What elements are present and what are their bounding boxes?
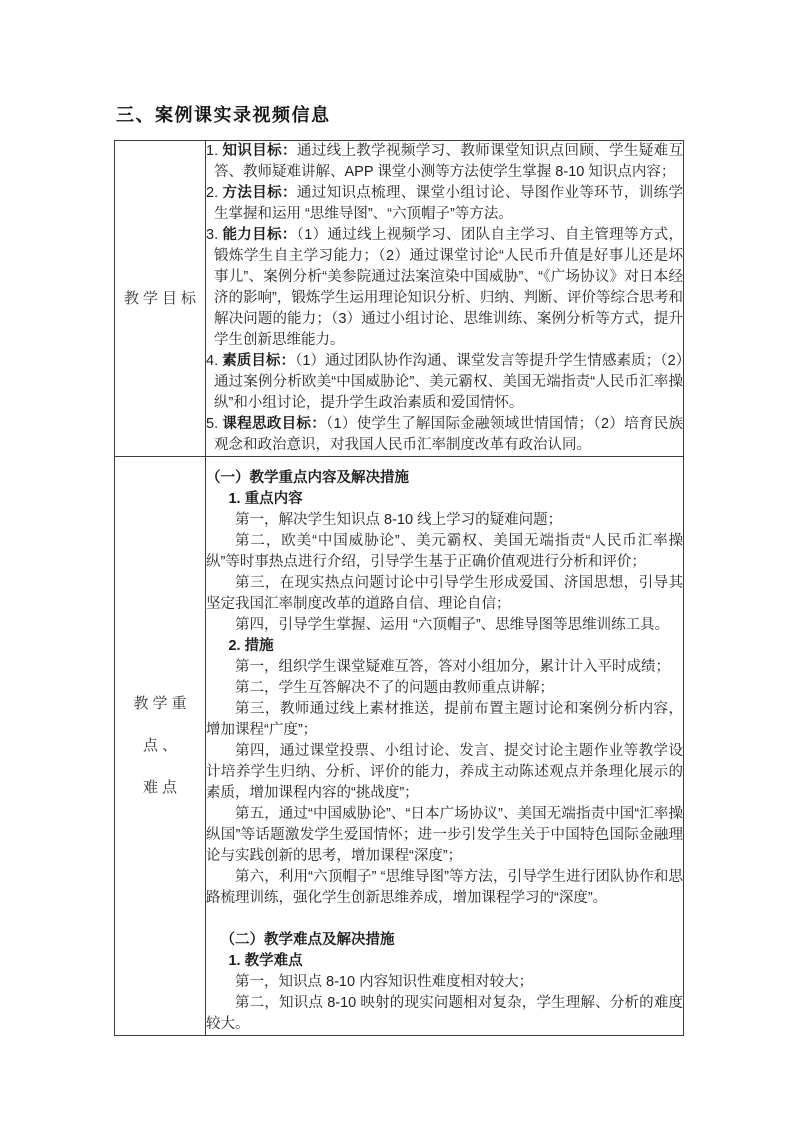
header-line: 教学重 <box>133 695 191 712</box>
item-label: 知识目标： <box>222 143 297 159</box>
paragraph: 第二，欧美“中国威胁论”、美元霸权、美国无端指责“人民币汇率操纵”等时事热点进行介绍，引导学生基于正确价值观进行分析和评价； <box>206 533 683 570</box>
section-subheading: 1. 重点内容 <box>228 491 303 507</box>
paragraph: 第四，通过课堂投票、小组讨论、发言、提交讨论主题作业等教学设计培养学生归纳、分析、评价的能力，养成主动陈述观点并条理化展示的素质，增加课程内容的“挑战度”； <box>206 743 683 801</box>
row-teaching-objectives <box>115 141 684 457</box>
item-text: 通过线上教学视频学习、教师课堂知识点回顾、学生疑难互答、教师疑难讲解、APP 课堂小测等方法使学生掌握 8-10 知识点内容； <box>214 143 684 180</box>
objective-item <box>206 351 683 414</box>
item-number: 2. <box>206 185 219 201</box>
paragraph: 第六，利用“六顶帽子” “思维导图”等方法，引导学生进行团队协作和思路梳理训练，强化学生创新思维养成，增加课程学习的“深度”。 <box>206 869 683 906</box>
objective-item <box>206 141 683 183</box>
info-table <box>114 140 684 1036</box>
header-cell-objectives <box>115 141 206 457</box>
document-title: 三、案例课实录视频信息 <box>116 105 331 125</box>
paragraph: 第四，引导学生掌握、运用 “六顶帽子”、思维导图等思维训练工具。 <box>235 617 670 633</box>
header-line: 教学目标 <box>123 290 200 307</box>
header-cell-key-points <box>115 457 206 1036</box>
item-number: 3. <box>206 227 219 243</box>
paragraph: 第一，解决学生知识点 8-10 线上学习的疑难问题； <box>235 512 563 528</box>
paragraph: 第二，知识点 8-10 映射的现实问题相对复杂，学生理解、分析的难度较大。 <box>206 995 683 1032</box>
key-points-content-cell <box>206 457 684 1036</box>
objective-item <box>206 414 683 456</box>
paragraph: 第五，通过“中国威胁论”、“日本广场协议”、美国无端指责中国“汇率操纵国”等话题激发学生爱国情怀；进一步引发学生关于中国特色国际金融理论与实践创新的思考，增加课程“深度”； <box>206 806 683 864</box>
paragraph: 第二，学生互答解决不了的问题由教师重点讲解； <box>235 680 554 696</box>
row-key-points <box>115 457 684 1036</box>
item-text: （1）使学生了解国际金融领域世情国情；（2）培育民族观念和政治意识，对我国人民币汇率制度改革有政治认同。 <box>214 416 684 453</box>
item-number: 1. <box>206 143 219 159</box>
paragraph: 第一，知识点 8-10 内容知识性难度相对较大； <box>235 974 534 990</box>
section-heading: （二）教学难点及解决措施 <box>220 932 395 948</box>
section-subheading: 1. 教学难点 <box>228 953 303 969</box>
paragraph: 第三，教师通过线上素材推送，提前布置主题讨论和案例分析内容，增加课程“广度”； <box>206 701 683 738</box>
section-subheading: 2. 措施 <box>228 638 274 654</box>
objective-item <box>206 225 683 351</box>
paragraph: 第三，在现实热点问题讨论中引导学生形成爱国、济国思想，引导其坚定我国汇率制度改革的道路自信、理论自信； <box>206 575 683 612</box>
header-line: 点、 <box>142 737 181 754</box>
item-text: （1）通过团队协作沟通、课堂发言等提升学生情感素质；（2）通过案例分析欧美“中国威胁论”、美元霸权、美国无端指责“人民币汇率操纵”和小组讨论，提升学生政治素质和爱国情怀。 <box>214 353 684 411</box>
blank-line <box>206 909 683 930</box>
objectives-content-cell <box>206 141 684 457</box>
item-text: 通过知识点梳理、课堂小组讨论、导图作业等环节，训练学生掌握和运用 “思维导图”、“六顶帽子”等方法。 <box>214 185 684 222</box>
item-number: 5. <box>206 416 219 432</box>
item-number: 4. <box>206 353 219 369</box>
paragraph: 第一，组织学生课堂疑难互答，答对小组加分，累计计入平时成绩； <box>235 659 670 675</box>
item-label: 课程思政目标： <box>222 416 326 432</box>
objective-item <box>206 183 683 225</box>
item-label: 素质目标： <box>222 353 296 369</box>
section-heading: （一）教学重点内容及解决措施 <box>206 470 409 486</box>
header-line: 难点 <box>142 779 181 796</box>
item-text: （1）通过线上视频学习、团队自主学习、自主管理等方式，锻炼学生自主学习能力；（2）通过课堂讨论“人民币升值是好事儿还是坏事儿”、案例分析“美参院通过法案渲染中国威胁”、“《广场协议》对日本经济的影响”，锻炼学生运用理论知识分析、归纳、判断、评价等综合思考和解决问题的能力；（3）通过小组讨论、思维训练、案例分析等方式，提升学生创新思维能力。 <box>214 227 684 348</box>
item-label: 能力目标： <box>222 227 297 243</box>
item-label: 方法目标： <box>222 185 297 201</box>
